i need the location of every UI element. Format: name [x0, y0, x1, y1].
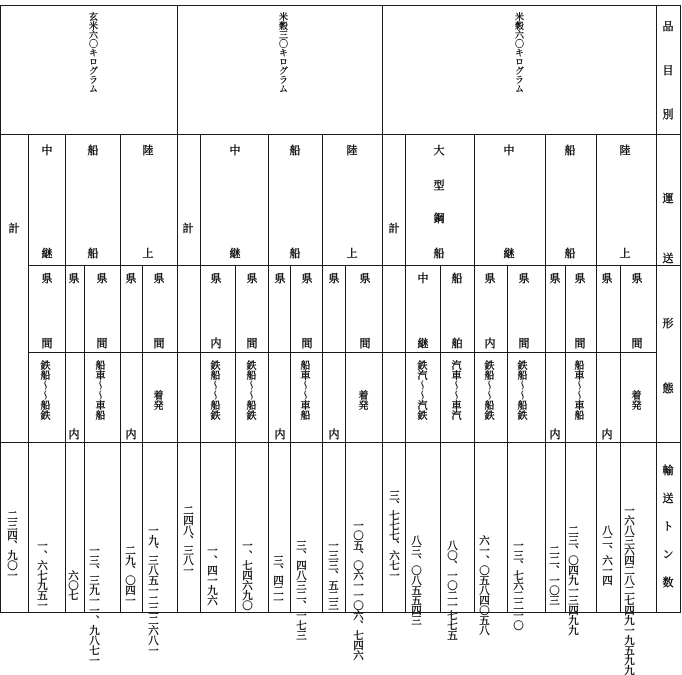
total-value: 二三四、九〇一	[6, 510, 18, 580]
total-label: 計	[8, 222, 20, 235]
transport-table: 品 目 別 運 送 形 態 輸 送 ト ン 数 玄米六〇キログラム 計 中 船 陸 継 船 上 県 間 県 県 間 県 県 間 鉄船〜〜船鉄 内 船車〜〜車船 内 着発 二三四、九〇一 一、六七九五一 六〇七 一三、三九一一、九八七一 二九、〇四一 一九、三八五一二二二六八一 米穀三〇キログラム 計 中 船 陸 継 船 上 県 内 県 間 県 県 間 県 県 間 鉄船〜〜船鉄 鉄船〜〜船鉄 内 船車〜〜車船 内 着発 二四八、三八一 一、四一九六 一、七四六九〇 三、四二一 三、四八三二、一七三 一三三、五二三 一〇五、〇六一一〇六、七四六 米穀六〇キログラム 計 大 型 鋼 船 中 船 陸 継 船 上 中 継 船 舶 県 内 県 間 県 県 間 県 県 間 鉄汽〜〜汽鉄 汽車〜〜車汽 鉄船〜〜船鉄 鉄船〜〜船鉄 内 船車〜〜車船 内 着発 三、七七七、六七一 八三、〇八五五四三 八〇、一〇二一七七五 六一、〇五八四〇五八 一三、七六二二一〇 二二、一〇三 二三、〇四九一三四九九 八二、六一四 一六八三六四二八二七四九一九五九九	[0, 0, 682, 615]
group-title: 米穀三〇キログラム	[277, 12, 287, 93]
group-title: 玄米六〇キログラム	[87, 12, 97, 93]
total-value: 三、七七七、六七一	[388, 490, 400, 580]
total-label: 計	[388, 222, 400, 235]
total-label: 計	[182, 222, 194, 235]
group-title: 米穀六〇キログラム	[513, 12, 523, 93]
total-value: 二四八、三八一	[182, 505, 194, 575]
